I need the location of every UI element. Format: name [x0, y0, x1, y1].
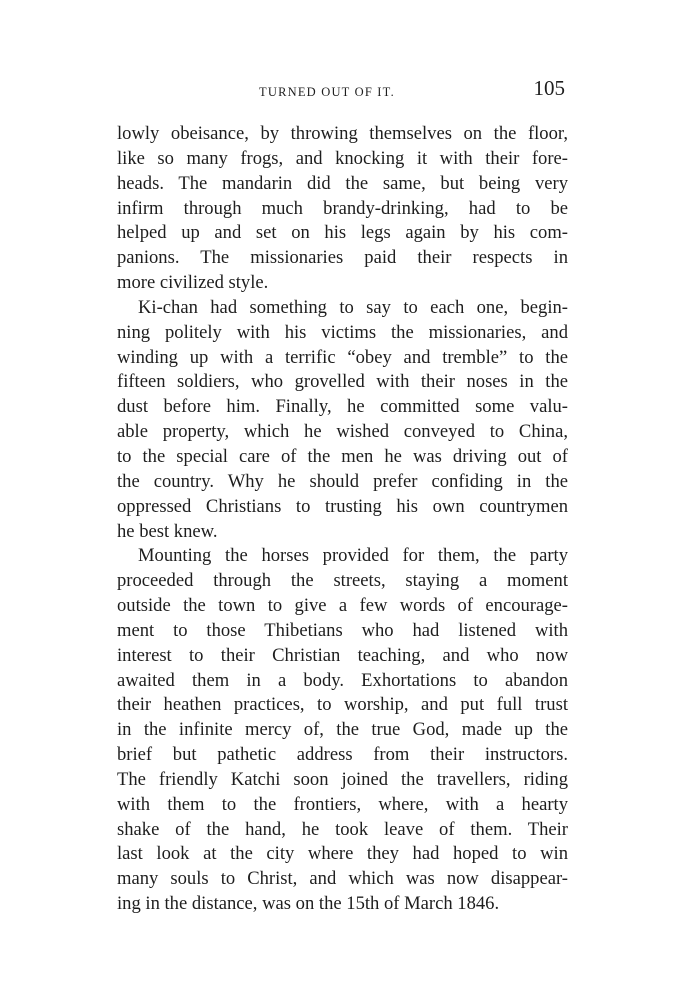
text-line: he best knew. — [117, 520, 218, 542]
text-line: more civilized style. — [117, 272, 269, 294]
text-line: last look at the city where they had hoped to win — [117, 843, 568, 865]
page-number: 105 — [533, 76, 565, 100]
text-line: The friendly Katchi soon joined the travellers, riding — [117, 768, 568, 790]
text-line: interest to their Christian teaching, and who now — [117, 644, 568, 666]
text-line: many souls to Christ, and which was now disappear- — [117, 868, 568, 890]
text-line: Mounting the horses provided for them, the party — [138, 545, 568, 567]
running-head — [117, 76, 569, 110]
text-line: helped up and set on his legs again by his com- — [117, 222, 568, 244]
text-line: the country. Why he should prefer confiding in the — [117, 470, 568, 492]
running-title: TURNED OUT OF IT. — [259, 85, 395, 99]
text-line: oppressed Christians to trusting his own countrymen — [117, 495, 568, 517]
paragraph-3 — [117, 544, 568, 917]
text-line: proceeded through the streets, staying a moment — [117, 570, 568, 592]
text-line: with them to the frontiers, where, with a hearty — [117, 793, 568, 815]
text-line: able property, which he wished conveyed to China, — [117, 421, 568, 443]
text-line: outside the town to give a few words of encourage- — [117, 595, 568, 617]
text-line: fifteen soldiers, who grovelled with their noses in the — [117, 371, 568, 393]
text-line: shake of the hand, he took leave of them. Their — [117, 818, 568, 840]
text-line: ning politely with his victims the missionaries, and — [117, 321, 568, 343]
text-line: in the infinite mercy of, the true God, made up the — [117, 719, 568, 741]
text-line: dust before him. Finally, he committed some valu- — [117, 396, 568, 418]
text-line: winding up with a terrific “obey and tremble” to the — [117, 346, 568, 368]
text-line: ing in the distance, was on the 15th of March 1846. — [117, 893, 500, 915]
text-line: Ki-chan had something to say to each one, begin- — [138, 296, 568, 318]
paragraph-2 — [117, 296, 568, 544]
text-line: to the special care of the men he was driving out of — [117, 445, 568, 467]
text-line: awaited them in a body. Exhortations to abandon — [117, 669, 568, 691]
text-line: like so many frogs, and knocking it with their fore- — [117, 147, 568, 169]
text-line: panions. The missionaries paid their respects in — [117, 247, 568, 269]
body-text — [117, 122, 568, 917]
text-line: brief but pathetic address from their instructors. — [117, 744, 568, 766]
text-line: ment to those Thibetians who had listened with — [117, 619, 568, 641]
text-line: their heathen practices, to worship, and put full trust — [117, 694, 568, 716]
text-line: infirm through much brandy-drinking, had to be — [117, 197, 568, 219]
paragraph-1 — [117, 122, 568, 296]
text-line: heads. The mandarin did the same, but being very — [117, 172, 568, 194]
text-line: lowly obeisance, by throwing themselves on the floor, — [117, 123, 568, 144]
